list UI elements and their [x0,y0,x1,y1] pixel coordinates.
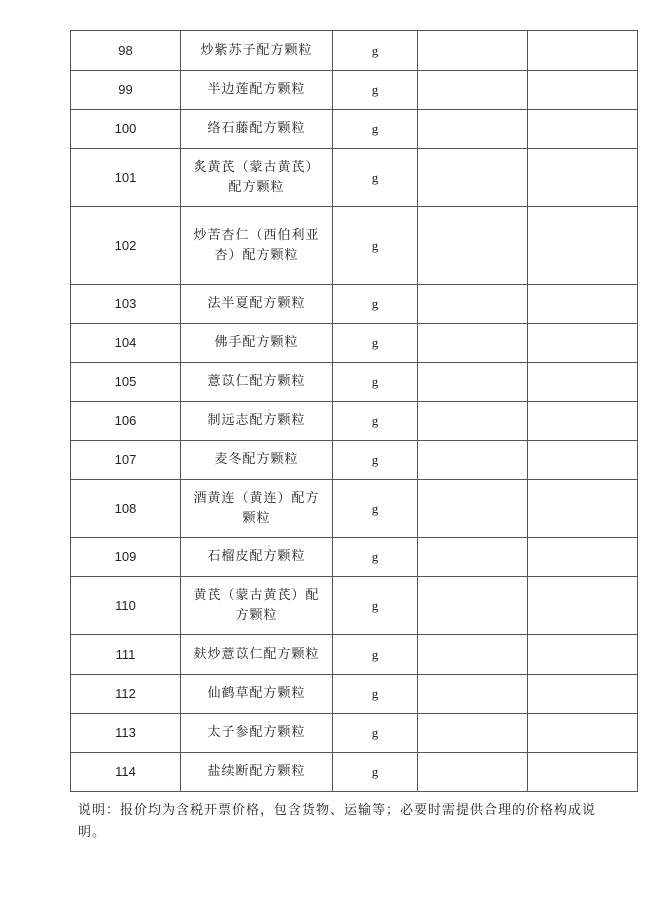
table-row [71,538,638,577]
spec-cell [418,480,528,538]
row-number: 112 [71,675,181,714]
price-cell [528,285,638,324]
unit: g [333,110,418,149]
price-cell [528,538,638,577]
price-cell [528,71,638,110]
spec-cell [418,285,528,324]
unit: g [333,714,418,753]
unit: g [333,149,418,207]
row-number: 105 [71,363,181,402]
table-row [71,402,638,441]
product-name: 麸炒薏苡仁配方颗粒 [181,635,333,675]
spec-cell [418,714,528,753]
row-number: 109 [71,538,181,577]
unit: g [333,324,418,363]
price-cell [528,363,638,402]
table-row [71,71,638,110]
product-name: 炒苦杏仁（西伯利亚杏）配方颗粒 [181,207,333,285]
product-name: 仙鹤草配方颗粒 [181,675,333,714]
price-cell [528,441,638,480]
spec-cell [418,402,528,441]
spec-cell [418,363,528,402]
price-table [70,30,638,792]
product-name: 黄芪（蒙古黄芪）配方颗粒 [181,577,333,635]
row-number: 100 [71,110,181,149]
spec-cell [418,324,528,363]
price-cell [528,110,638,149]
unit: g [333,363,418,402]
unit: g [333,285,418,324]
table-row [71,753,638,792]
unit: g [333,402,418,441]
row-number: 108 [71,480,181,538]
row-number: 114 [71,753,181,792]
table-row [71,675,638,714]
spec-cell [418,110,528,149]
product-name: 麦冬配方颗粒 [181,441,333,480]
unit: g [333,577,418,635]
price-cell [528,675,638,714]
table-row [71,441,638,480]
product-name: 太子参配方颗粒 [181,714,333,753]
table-row [71,714,638,753]
product-name: 半边莲配方颗粒 [181,71,333,110]
unit: g [333,480,418,538]
spec-cell [418,753,528,792]
row-number: 99 [71,71,181,110]
spec-cell [418,635,528,675]
spec-cell [418,441,528,480]
unit: g [333,635,418,675]
table-row [71,577,638,635]
unit: g [333,71,418,110]
unit: g [333,675,418,714]
product-name: 薏苡仁配方颗粒 [181,363,333,402]
price-cell [528,149,638,207]
row-number: 102 [71,207,181,285]
price-cell [528,635,638,675]
row-number: 111 [71,635,181,675]
price-cell [528,402,638,441]
row-number: 107 [71,441,181,480]
unit: g [333,207,418,285]
row-number: 110 [71,577,181,635]
table-row [71,324,638,363]
row-number: 113 [71,714,181,753]
price-cell [528,480,638,538]
table-row [71,149,638,207]
spec-cell [418,675,528,714]
product-name: 炙黄芪（蒙古黄芪）配方颗粒 [181,149,333,207]
table-row [71,480,638,538]
unit: g [333,753,418,792]
table-row [71,207,638,285]
unit: g [333,441,418,480]
table-row [71,110,638,149]
table-row [71,363,638,402]
product-name: 酒黄连（黄连）配方颗粒 [181,480,333,538]
table-row [71,635,638,675]
row-number: 104 [71,324,181,363]
table-row [71,31,638,71]
product-name: 盐续断配方颗粒 [181,753,333,792]
row-number: 106 [71,402,181,441]
product-name: 法半夏配方颗粒 [181,285,333,324]
row-number: 101 [71,149,181,207]
price-cell [528,753,638,792]
unit: g [333,31,418,71]
spec-cell [418,149,528,207]
table-row [71,285,638,324]
product-name: 石榴皮配方颗粒 [181,538,333,577]
price-cell [528,577,638,635]
unit: g [333,538,418,577]
price-cell [528,324,638,363]
spec-cell [418,207,528,285]
price-cell [528,31,638,71]
product-name: 络石藤配方颗粒 [181,110,333,149]
footnote: 说明：报价均为含税开票价格，包含货物、运输等；必要时需提供合理的价格构成说明。 [78,803,597,840]
spec-cell [418,538,528,577]
product-name: 佛手配方颗粒 [181,324,333,363]
price-cell [528,714,638,753]
price-cell [528,207,638,285]
spec-cell [418,31,528,71]
product-name: 制远志配方颗粒 [181,402,333,441]
row-number: 103 [71,285,181,324]
spec-cell [418,577,528,635]
row-number: 98 [71,31,181,71]
spec-cell [418,71,528,110]
product-name: 炒紫苏子配方颗粒 [181,31,333,71]
